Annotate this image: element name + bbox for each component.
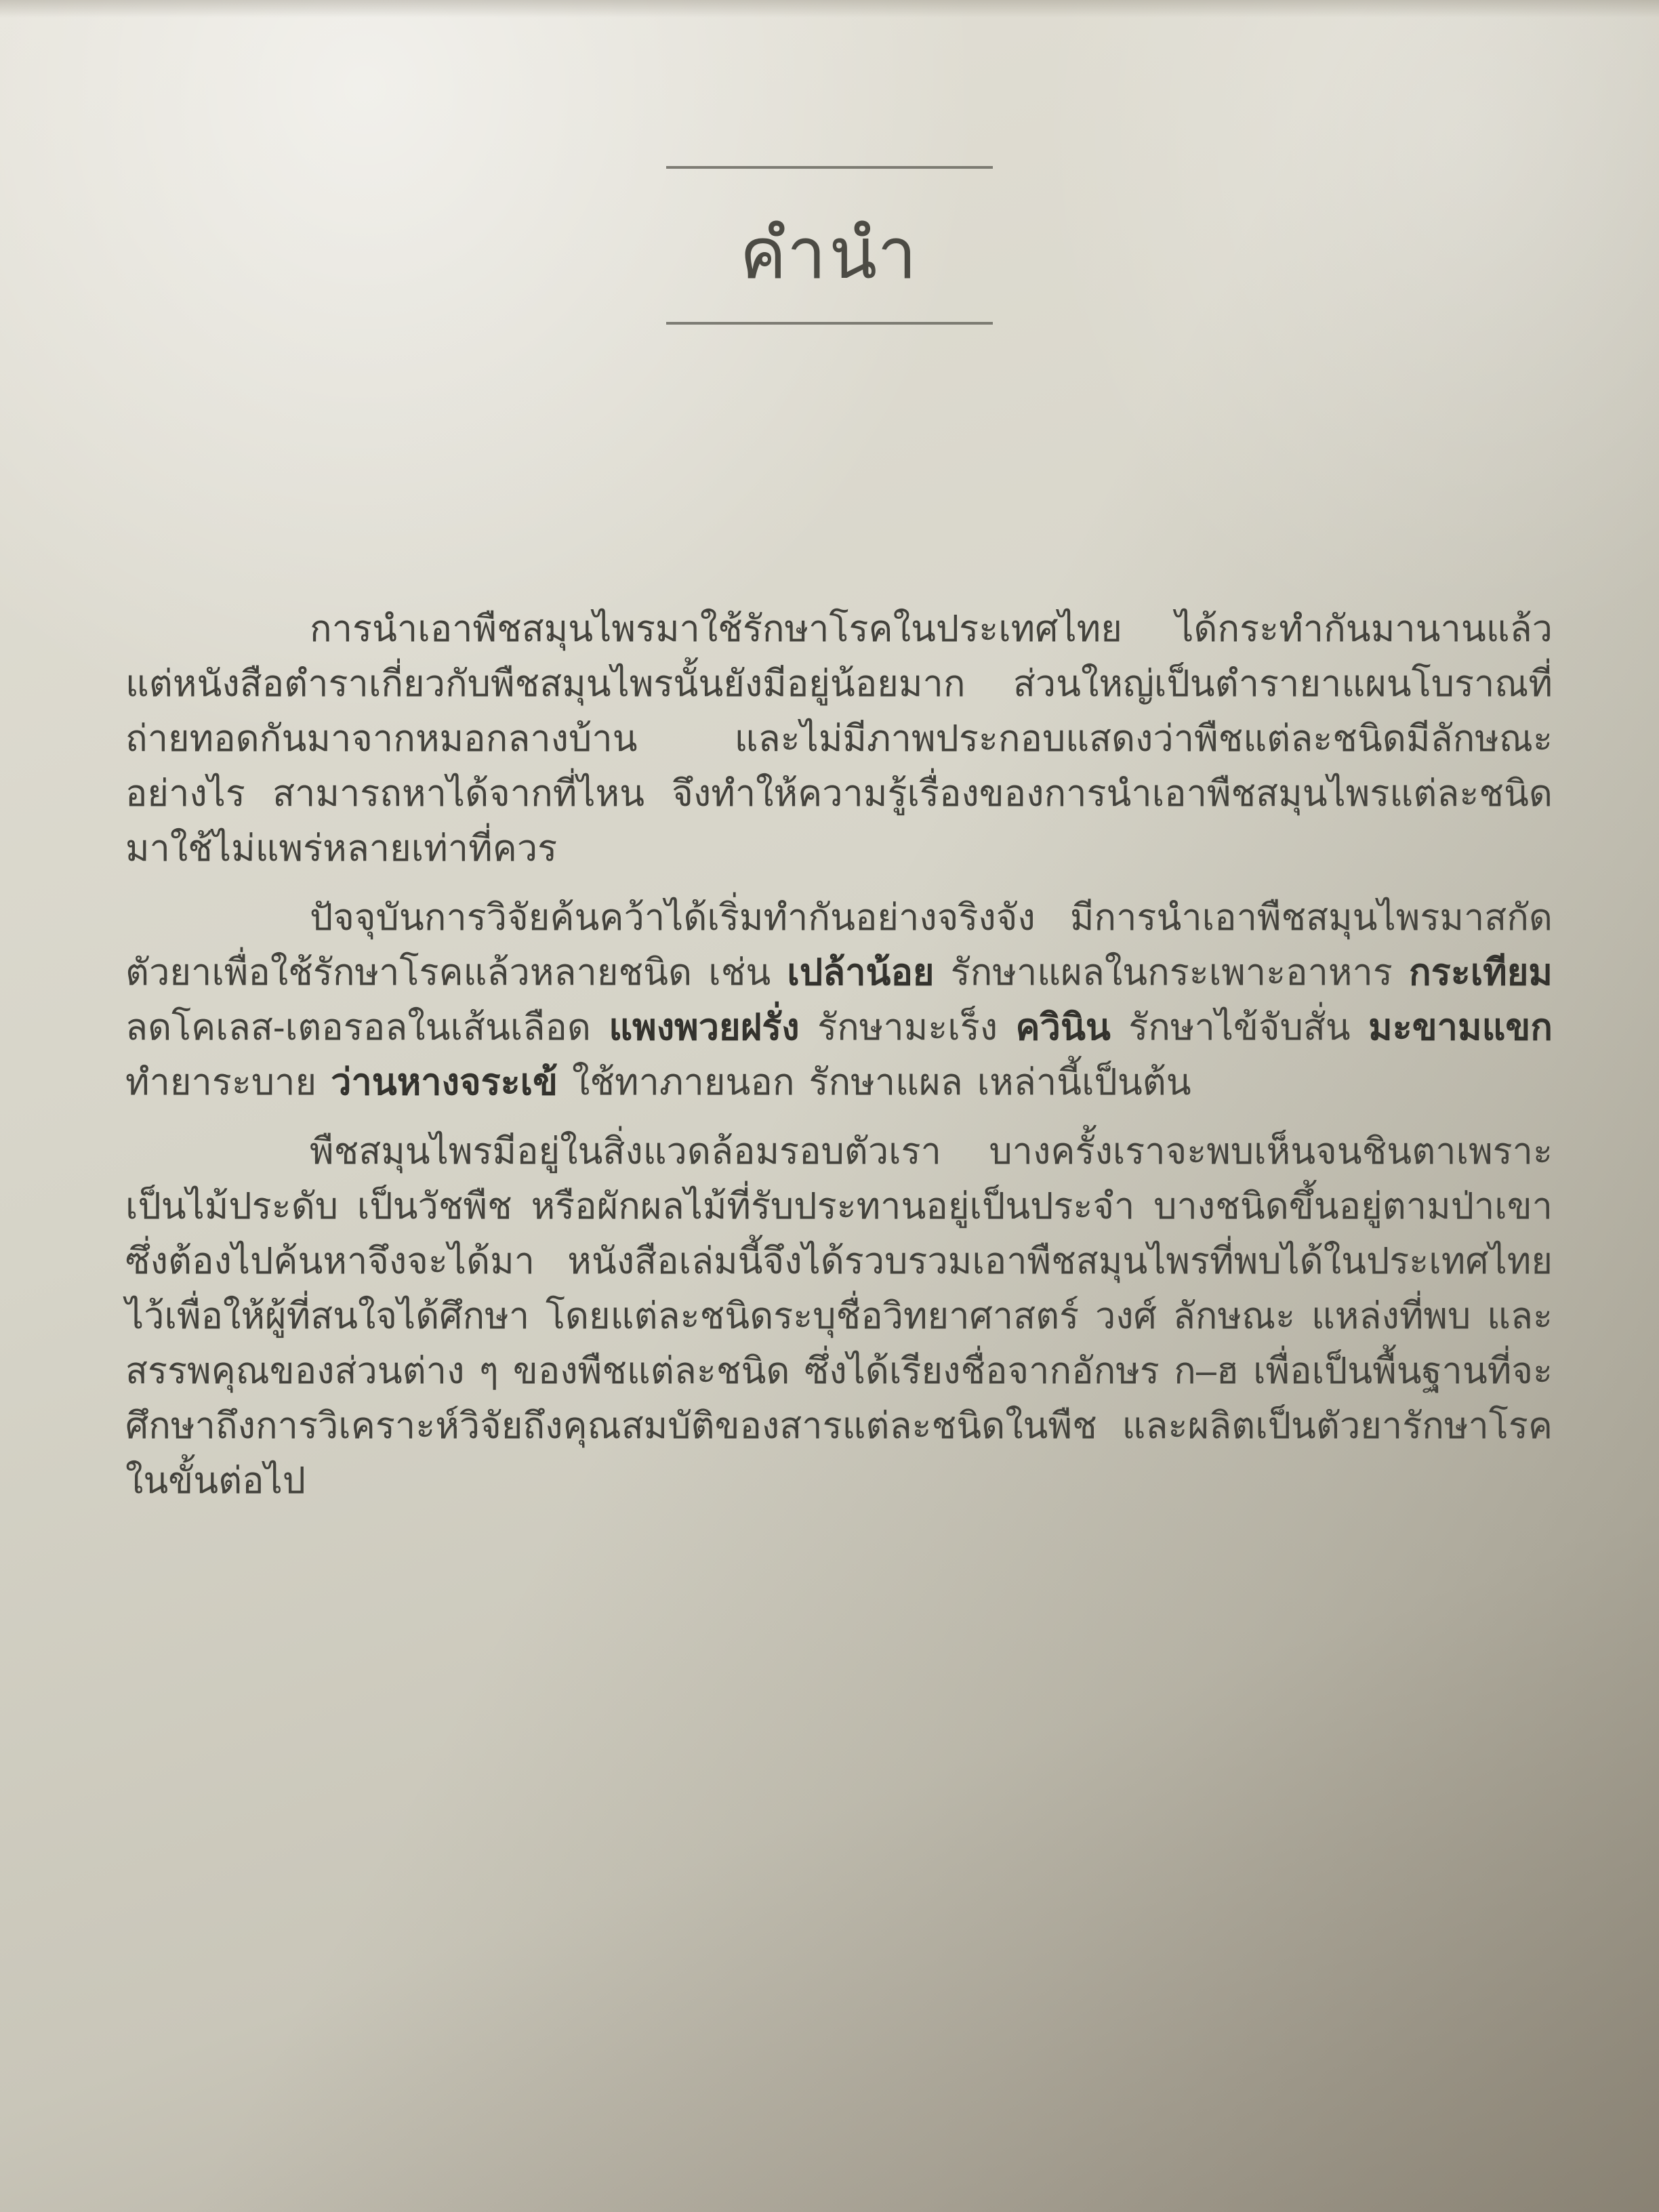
paragraph <box>125 1124 1553 1509</box>
paragraph-text: พืชสมุนไพรมีอยู่ในสิ่งแวดล้อมรอบตัวเรา บางครั้งเราจะพบเห็นจนชินตาเพราะเป็นไม้ประดับ เป็นวัชพืช หรือผักผลไม้ที่รับประทานอยู่เป็นประจำ บางชนิดขึ้นอยู่ตามป่าเขาซึ่งต้องไปค้นหาจึงจะได้มา หนังสือเล่มนี้จึงได้รวบรวมเอาพืชสมุนไพรที่พบได้ในประเทศไทยไว้เพื่อให้ผู้ที่สนใจได้ศึกษา โดยแต่ละชนิดระบุชื่อวิทยาศาสตร์ วงศ์ ลักษณะ แหล่งที่พบ และสรรพคุณของส่วนต่าง ๆ ของพืชแต่ละชนิด ซึ่งได้เรียงชื่อจากอักษร ก–ฮ เพื่อเป็นพื้นฐานที่จะศึกษาถึงการวิเคราะห์วิจัยถึงคุณสมบัติของสารแต่ละชนิดในพืช และผลิตเป็นตัวยารักษาโรคในขั้นต่อไป <box>125 1131 1553 1501</box>
title-rule-top <box>666 166 993 169</box>
herb-name-bold: ว่านหางจระเข้ <box>331 1062 558 1103</box>
paragraph <box>125 602 1553 876</box>
herb-name-bold: ควินิน <box>1015 1007 1111 1048</box>
title-rule-bottom <box>666 322 993 325</box>
preface-body <box>125 602 1553 1523</box>
paragraph-text: รักษาไข้จับสั่น <box>1110 1007 1369 1048</box>
paragraph-text: ทำยาระบาย <box>125 1062 331 1103</box>
paragraph-text: ปัจจุบันการวิจัยค้นคว้าได้เริ่มทำกันอย่างจริงจัง มีการนำเอาพืชสมุนไพรมาสกัดตัวยาเพื่อใช้รักษาโรคแล้วหลายชนิด เช่น <box>125 897 1553 993</box>
herb-name-bold: เปล้าน้อย <box>787 952 935 993</box>
herb-name-bold: กระเทียม <box>1409 952 1553 993</box>
preface-title-block <box>666 166 993 325</box>
paragraph-text: ลดโคเลส-เตอรอลในเส้นเลือด <box>125 1007 609 1048</box>
paragraph <box>125 890 1553 1110</box>
paragraph-text: การนำเอาพืชสมุนไพรมาใช้รักษาโรคในประเทศไทย ได้กระทำกันมานานแล้ว แต่หนังสือตำราเกี่ยวกับพืชสมุนไพรนั้นยังมีอยู่น้อยมาก ส่วนใหญ่เป็นตำรายาแผนโบราณที่ถ่ายทอดกันมาจากหมอกลางบ้าน และไม่มีภาพประกอบแสดงว่าพืชแต่ละชนิดมีลักษณะอย่างไร สามารถหาได้จากที่ไหน จึงทำให้ความรู้เรื่องของการนำเอาพืชสมุนไพรแต่ละชนิดมาใช้ไม่แพร่หลายเท่าที่ควร <box>125 609 1553 869</box>
herb-name-bold: มะขามแขก <box>1368 1007 1553 1048</box>
page-title: คำนำ <box>739 215 920 293</box>
herb-name-bold: แพงพวยฝรั่ง <box>609 1007 800 1048</box>
paragraph-text: ใช้ทาภายนอก รักษาแผล เหล่านี้เป็นต้น <box>558 1062 1191 1103</box>
paragraph-text: รักษาแผลในกระเพาะอาหาร <box>934 952 1409 993</box>
paragraph-text: รักษามะเร็ง <box>799 1007 1016 1048</box>
